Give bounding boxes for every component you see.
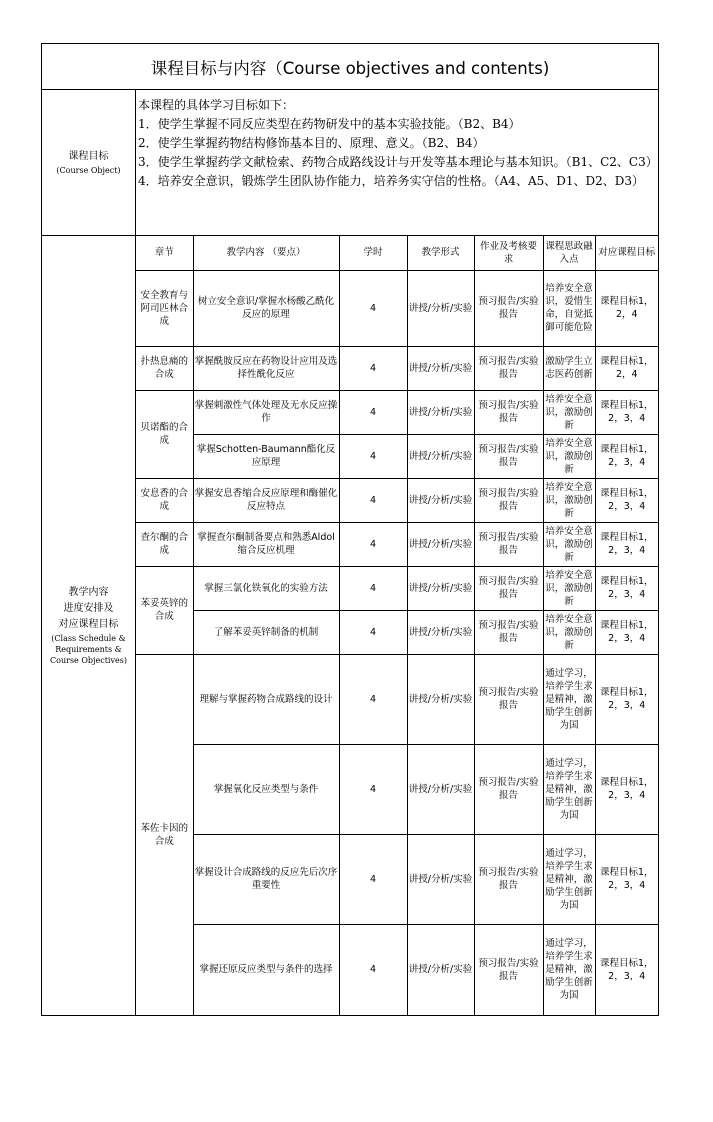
ideology-cell: 培养安全意识，激励创新: [543, 390, 595, 434]
content-cell: 了解苯妥英锌制备的机制: [193, 610, 339, 654]
form-cell: 讲授/分析/实验: [407, 566, 474, 610]
goals-cell: 课程目标1，2，3，4: [595, 478, 658, 522]
form-cell: 讲授/分析/实验: [407, 744, 474, 834]
chapter-cell: 安息香的合成: [136, 478, 193, 522]
objectives-label-cn: 课程目标: [68, 150, 109, 162]
hours-cell: 4: [339, 522, 407, 566]
chapter-cell: 安全教育与阿司匹林合成: [136, 270, 193, 346]
schedule-label-line: 进度安排及: [63, 603, 114, 614]
schedule-table: [136, 236, 658, 1016]
ideology-cell: 培养安全意识，激励创新: [543, 566, 595, 610]
table-row: [136, 346, 658, 390]
schedule-label-en: (Class Schedule & Requirements & Course Objectives): [50, 634, 127, 665]
form-cell: 讲授/分析/实验: [407, 434, 474, 478]
objective-line: 4．培养安全意识，锻炼学生团队协作能力，培养务实守信的性格。（A4、A5、D1、D2、D3）: [138, 174, 645, 188]
ideology-cell: 培养安全意识，激励创新: [543, 522, 595, 566]
content-cell: 掌握三氯化铁氧化的实验方法: [193, 566, 339, 610]
goals-cell: 课程目标1，2，3，4: [595, 522, 658, 566]
table-row: [136, 744, 658, 834]
assessment-cell: 预习报告/实验报告: [474, 522, 543, 566]
objective-line: 1．使学生掌握不同反应类型在药物研发中的基本实验技能。（B2、B4）: [138, 117, 521, 131]
table-row: [136, 390, 658, 434]
form-cell: 讲授/分析/实验: [407, 654, 474, 744]
form-cell: 讲授/分析/实验: [407, 346, 474, 390]
content-cell: 掌握还原反应类型与条件的选择: [193, 924, 339, 1015]
table-row: [136, 654, 658, 744]
goals-cell: 课程目标1，2，4: [595, 270, 658, 346]
header-ideology: 课程思政融入点: [543, 236, 595, 270]
objectives-label-cell: [42, 90, 136, 236]
hours-cell: 4: [339, 566, 407, 610]
table-row: [136, 478, 658, 522]
goals-cell: 课程目标1，2，3，4: [595, 654, 658, 744]
objective-line: 本课程的具体学习目标如下：: [138, 98, 295, 112]
header-content: 教学内容 （要点）: [193, 236, 339, 270]
table-header-row: [136, 236, 658, 270]
header-hours: 学时: [339, 236, 407, 270]
goals-cell: 课程目标1，2，4: [595, 346, 658, 390]
hours-cell: 4: [339, 924, 407, 1015]
form-cell: 讲授/分析/实验: [407, 834, 474, 924]
content-cell: 掌握刺激性气体处理及无水反应操作: [193, 390, 339, 434]
content-cell: 掌握安息香缩合反应原理和酶催化反应特点: [193, 478, 339, 522]
assessment-cell: 预习报告/实验报告: [474, 478, 543, 522]
form-cell: 讲授/分析/实验: [407, 522, 474, 566]
chapter-cell: 查尔酮的合成: [136, 522, 193, 566]
section-title: 课程目标与内容（Course objectives and contents): [42, 44, 658, 90]
hours-cell: 4: [339, 390, 407, 434]
table-row: [136, 270, 658, 346]
content-cell: 掌握设计合成路线的反应先后次序重要性: [193, 834, 339, 924]
hours-cell: 4: [339, 270, 407, 346]
assessment-cell: 预习报告/实验报告: [474, 924, 543, 1015]
content-cell: 掌握酰胺反应在药物设计应用及选择性酰化反应: [193, 346, 339, 390]
table-row: [136, 434, 658, 478]
chapter-cell: 苯佐卡因的合成: [136, 654, 193, 1015]
form-cell: 讲授/分析/实验: [407, 270, 474, 346]
schedule-label-line: 对应课程目标: [58, 619, 119, 630]
ideology-cell: 通过学习，培养学生求是精神，激励学生创新为国: [543, 654, 595, 744]
hours-cell: 4: [339, 478, 407, 522]
chapter-cell: 贝诺酯的合成: [136, 390, 193, 478]
goals-cell: 课程目标1，2，3，4: [595, 610, 658, 654]
objective-line: 2．使学生掌握药物结构修饰基本目的、原理、意义。（B2、B4）: [138, 136, 485, 150]
assessment-cell: 预习报告/实验报告: [474, 566, 543, 610]
header-goals: 对应课程目标: [595, 236, 658, 270]
goals-cell: 课程目标1，2，3，4: [595, 744, 658, 834]
form-cell: 讲授/分析/实验: [407, 390, 474, 434]
content-cell: 掌握查尔酮制备要点和熟悉Aldol缩合反应机理: [193, 522, 339, 566]
table-row: [136, 522, 658, 566]
goals-cell: 课程目标1，2，3，4: [595, 924, 658, 1015]
assessment-cell: 预习报告/实验报告: [474, 834, 543, 924]
content-cell: 掌握氧化反应类型与条件: [193, 744, 339, 834]
ideology-cell: 通过学习，培养学生求是精神，激励学生创新为国: [543, 744, 595, 834]
hours-cell: 4: [339, 434, 407, 478]
objective-line: 3．使学生掌握药学文献检索、药物合成路线设计与开发等基本理论与基本知识。（B1、C2、C3）: [138, 155, 658, 169]
ideology-cell: 培养安全意识，激励创新: [543, 610, 595, 654]
ideology-cell: 激励学生立志医药创新: [543, 346, 595, 390]
table-row: [136, 924, 658, 1015]
ideology-cell: 培养安全意识，激励创新: [543, 478, 595, 522]
chapter-cell: 苯妥英锌的合成: [136, 566, 193, 654]
hours-cell: 4: [339, 346, 407, 390]
ideology-cell: 培养安全意识，激励创新: [543, 434, 595, 478]
assessment-cell: 预习报告/实验报告: [474, 744, 543, 834]
form-cell: 讲授/分析/实验: [407, 478, 474, 522]
form-cell: 讲授/分析/实验: [407, 924, 474, 1015]
assessment-cell: 预习报告/实验报告: [474, 434, 543, 478]
objectives-label-en: (Course Object): [56, 165, 121, 175]
assessment-cell: 预习报告/实验报告: [474, 610, 543, 654]
ideology-cell: 通过学习，培养学生求是精神，激励学生创新为国: [543, 924, 595, 1015]
table-row: [136, 610, 658, 654]
goals-cell: 课程目标1，2，3，4: [595, 390, 658, 434]
goals-cell: 课程目标1，2，3，4: [595, 566, 658, 610]
content-cell: 树立安全意识/掌握水杨酸乙酰化反应的原理: [193, 270, 339, 346]
schedule-label-cell: [42, 236, 136, 1015]
goals-cell: 课程目标1，2，3，4: [595, 434, 658, 478]
content-cell: 理解与掌握药物合成路线的设计: [193, 654, 339, 744]
assessment-cell: 预习报告/实验报告: [474, 346, 543, 390]
hours-cell: 4: [339, 744, 407, 834]
header-form: 教学形式: [407, 236, 474, 270]
course-table: [41, 43, 659, 1016]
objectives-text: [136, 90, 658, 236]
table-row: [136, 834, 658, 924]
assessment-cell: 预习报告/实验报告: [474, 270, 543, 346]
form-cell: 讲授/分析/实验: [407, 610, 474, 654]
hours-cell: 4: [339, 610, 407, 654]
goals-cell: 课程目标1，2，3，4: [595, 834, 658, 924]
table-row: [136, 566, 658, 610]
chapter-cell: 扑热息痛的合成: [136, 346, 193, 390]
hours-cell: 4: [339, 654, 407, 744]
assessment-cell: 预习报告/实验报告: [474, 654, 543, 744]
assessment-cell: 预习报告/实验报告: [474, 390, 543, 434]
ideology-cell: 培养安全意识，爱惜生命，自觉抵御可能危险: [543, 270, 595, 346]
schedule-label-line: 教学内容: [68, 587, 109, 598]
hours-cell: 4: [339, 834, 407, 924]
ideology-cell: 通过学习，培养学生求是精神，激励学生创新为国: [543, 834, 595, 924]
content-cell: 掌握Schotten-Baumann酯化反应原理: [193, 434, 339, 478]
header-assessment: 作业及考核要求: [474, 236, 543, 270]
header-chapter: 章节: [136, 236, 193, 270]
